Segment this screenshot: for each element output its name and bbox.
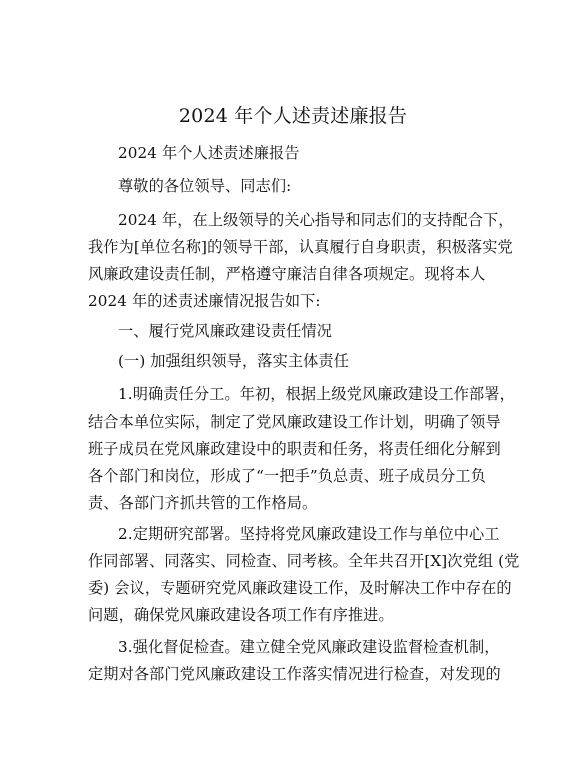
paragraph-line: 2.定期研究部署。坚持将党风廉政建设工作与单位中心工 xyxy=(118,525,500,543)
document-title: 2024 年个人述责述廉报告 xyxy=(178,105,408,127)
salutation-line: 尊敬的各位领导、同志们: xyxy=(118,177,292,195)
paragraph-line: 班子成员在党风廉政建设中的职责和任务，将责任细化分解到 xyxy=(88,440,501,458)
paragraph-line: 2024 年，在上级领导的关心指导和同志们的支持配合下， xyxy=(118,211,514,229)
paragraph-line: 作同部署、同落实、同检查、同考核。全年共召开[X]次党组 (党 xyxy=(88,552,520,570)
paragraph-line: 1.明确责任分工。年初，根据上级党风廉政建设工作部署， xyxy=(118,385,515,403)
subtitle-line: 2024 年个人述责述廉报告 xyxy=(118,144,300,162)
paragraph-line: 风廉政建设责任制，严格遵守廉洁自律各项规定。现将本人 xyxy=(88,265,486,283)
paragraph-line: 各个部门和岗位，形成了“一把手”负总责、班子成员分工负 xyxy=(88,467,486,485)
paragraph-line: 2024 年的述责述廉情况报告如下: xyxy=(88,292,321,310)
paragraph-line: 我作为[单位名称]的领导干部，认真履行自身职责，积极落实党 xyxy=(88,238,513,256)
paragraph-line: 3.强化督促检查。建立健全党风廉政建设监督检查机制， xyxy=(118,638,500,656)
paragraph-line: 责、各部门齐抓共管的工作格局。 xyxy=(88,494,318,512)
paragraph-line: 委) 会议，专题研究党风廉政建设工作，及时解决工作中存在的 xyxy=(88,579,512,597)
subsection-heading: (一) 加强组织领导，落实主体责任 xyxy=(118,352,350,370)
paragraph-line: 定期对各部门党风廉政建设工作落实情况进行检查，对发现的 xyxy=(88,665,501,683)
paragraph-line: 问题，确保党风廉政建设各项工作有序推进。 xyxy=(88,606,394,624)
paragraph-line: 结合本单位实际，制定了党风廉政建设工作计划，明确了领导 xyxy=(88,413,501,431)
section-heading: 一、履行党风廉政建设责任情况 xyxy=(118,322,333,340)
